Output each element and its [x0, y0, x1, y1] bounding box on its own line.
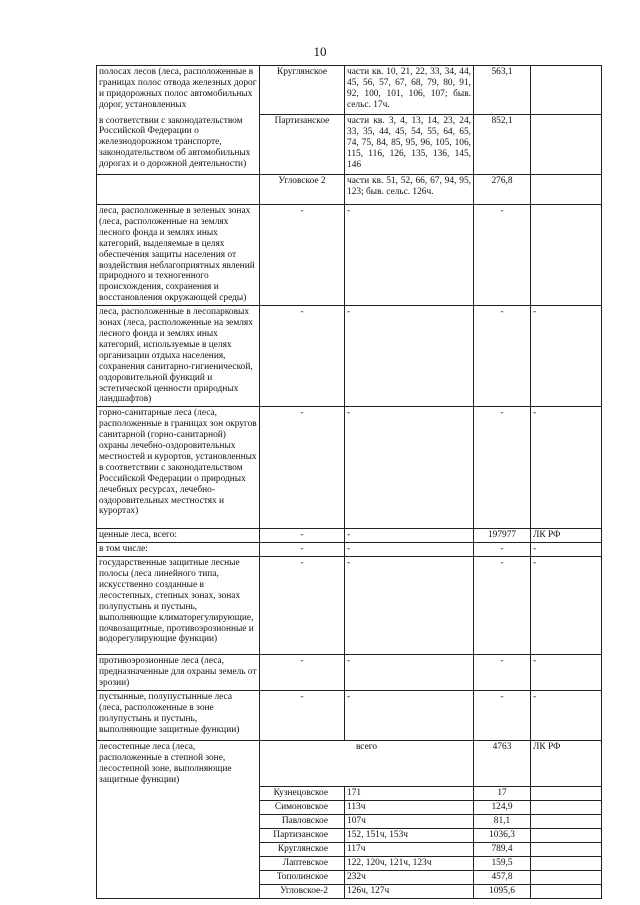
page-number: 10	[313, 44, 327, 59]
table-row	[97, 801, 602, 815]
basis-cell: -	[531, 691, 602, 741]
table-row	[97, 543, 602, 557]
area-cell: 1095,6	[474, 884, 531, 898]
forestry-cell: Лаптевское	[260, 856, 345, 870]
table-row	[97, 815, 602, 829]
quarters-cell: -	[345, 543, 474, 557]
table-row	[97, 306, 602, 407]
area-cell: -	[474, 655, 531, 691]
area-cell: -	[474, 407, 531, 529]
category-cell: пустынные, полупустынные леса (леса, расположенные в зоне полупустынь и пустынь, выполняющие защитные функции)	[97, 691, 260, 741]
area-cell: 276,8	[474, 175, 531, 205]
area-cell: -	[474, 306, 531, 407]
forestry-cell: -	[260, 306, 345, 407]
area-cell: 1036,3	[474, 828, 531, 842]
forestry-cell: Угловское 2	[260, 175, 345, 205]
table-row	[97, 856, 602, 870]
quarters-cell: 113ч	[345, 801, 474, 815]
table-row	[97, 115, 602, 175]
category-cell: противоэрозионные леса (леса, предназначенные для охраны земель от эрозии)	[97, 655, 260, 691]
table-row	[97, 175, 602, 205]
steppe-category-cell: лесостепные леса (леса, расположенные в степной зоне, лесостепной зоне, выполняющие защитные функции)	[97, 741, 260, 787]
area-cell: -	[474, 557, 531, 655]
quarters-cell: -	[345, 529, 474, 543]
table-row	[97, 870, 602, 884]
category-cell: в том числе:	[97, 543, 260, 557]
forestry-cell: Партизанское	[260, 828, 345, 842]
forestry-cell: -	[260, 543, 345, 557]
quarters-cell: -	[345, 655, 474, 691]
area-cell: 81,1	[474, 815, 531, 829]
category-cell: государственные защитные лесные полосы (леса линейного типа, искусственно созданные в лесостепных, степных зонах, зонах полупустынь и пустынь, выполняющие климаторегулирующие, почвозащитные, противоэрозионные и водорегулирующие функции)	[97, 557, 260, 655]
table-row	[97, 884, 602, 898]
table-row	[97, 66, 602, 115]
table-row	[97, 842, 602, 856]
forestry-cell: Тополинское	[260, 870, 345, 884]
steppe-total-label: всего	[260, 741, 474, 787]
category-cell: ценные леса, всего:	[97, 529, 260, 543]
quarters-cell: 126ч, 127ч	[345, 884, 474, 898]
quarters-cell: 122, 120ч, 121ч, 123ч	[345, 856, 474, 870]
quarters-cell: части кв. 3, 4, 13, 14, 23, 24, 33, 35, 44, 45, 54, 55, 64, 65, 74, 75, 84, 85, 95, 96, 105, 106, 115, 116, 126, 135, 136, 145, 146	[345, 115, 474, 175]
forestry-cell: Партизанское	[260, 115, 345, 175]
table-row	[97, 529, 602, 543]
forestry-cell: Круглянское	[260, 66, 345, 115]
forestry-cell: -	[260, 205, 345, 306]
quarters-cell: -	[345, 306, 474, 407]
basis-cell	[531, 115, 602, 175]
quarters-cell: части кв. 10, 21, 22, 33, 34, 44, 45, 56, 57, 67, 68, 79, 80, 91, 92, 100, 101, 106, 107; быв. сельс. 17ч.	[345, 66, 474, 115]
basis-cell: -	[531, 557, 602, 655]
basis-cell	[531, 66, 602, 115]
area-cell: -	[474, 691, 531, 741]
basis-cell: -	[531, 543, 602, 557]
basis-cell: -	[531, 306, 602, 407]
forestry-cell: -	[260, 529, 345, 543]
category-cell: горно-санитарные леса (леса, расположенные в границах зон округов санитарной (горно-санитарной) охраны лечебно-оздоровительных местностей и курортов, установленных в соответствии с законодательством Российской Федерации о природных лечебных ресурсах, лечебно-оздоровительных местностях и курортах)	[97, 407, 260, 529]
area-cell: 457,8	[474, 870, 531, 884]
forestry-cell: -	[260, 407, 345, 529]
quarters-cell: -	[345, 407, 474, 529]
quarters-cell: 117ч	[345, 842, 474, 856]
forestry-cell: Симоновское	[260, 801, 345, 815]
basis-cell: ЛК РФ	[531, 529, 602, 543]
category-cell: в соответствии с законодательством Российской Федерации о железнодорожном транспорте, законодательством об автомобильных дорогах и о дорожной деятельности)	[97, 115, 260, 175]
area-cell: 124,9	[474, 801, 531, 815]
quarters-cell: -	[345, 557, 474, 655]
area-cell: -	[474, 543, 531, 557]
steppe-basis: ЛК РФ	[531, 741, 602, 787]
protective-forests-table	[96, 65, 602, 899]
table-row	[97, 787, 602, 801]
quarters-cell: 152, 151ч, 153ч	[345, 828, 474, 842]
quarters-cell: части кв. 51, 52, 66, 67, 94, 95, 123; быв. сельс. 126ч.	[345, 175, 474, 205]
category-cell	[97, 175, 260, 205]
area-cell: 17	[474, 787, 531, 801]
forestry-cell: -	[260, 557, 345, 655]
quarters-cell: 107ч	[345, 815, 474, 829]
table-row	[97, 407, 602, 529]
steppe-total-area: 4763	[474, 741, 531, 787]
table-row	[97, 205, 602, 306]
quarters-cell: 171	[345, 787, 474, 801]
table-row	[97, 691, 602, 741]
basis-cell: -	[531, 655, 602, 691]
table-row	[97, 655, 602, 691]
category-cell: леса, расположенные в зеленых зонах (леса, расположенные на землях лесного фонда и землях иных категорий, выделяемые в целях обеспечения защиты населения от воздействия неблагоприятных явлений природного и техногенного происхождения, сохранения и восстановления окружающей среды)	[97, 205, 260, 306]
quarters-cell: -	[345, 205, 474, 306]
area-cell: -	[474, 205, 531, 306]
forestry-cell: Кузнецовское	[260, 787, 345, 801]
forestry-cell: -	[260, 691, 345, 741]
forestry-cell: Павловское	[260, 815, 345, 829]
category-cell: леса, расположенные в лесопарковых зонах (леса, расположенные на землях лесного фонда и землях иных категорий, используемые в целях организации отдыха населения, сохранения санитарно-гигиенической, оздоровительной функций и эстетической ценности природных ландшафтов)	[97, 306, 260, 407]
area-cell: 789,4	[474, 842, 531, 856]
quarters-cell: 232ч	[345, 870, 474, 884]
forestry-cell: Круглянское	[260, 842, 345, 856]
forestry-cell: -	[260, 655, 345, 691]
area-cell: 197977	[474, 529, 531, 543]
forestry-cell: Угловское-2	[260, 884, 345, 898]
area-cell: 852,1	[474, 115, 531, 175]
basis-cell	[531, 205, 602, 306]
table-row	[97, 741, 602, 787]
area-cell: 159,5	[474, 856, 531, 870]
basis-cell: -	[531, 407, 602, 529]
basis-cell	[531, 175, 602, 205]
table-row	[97, 828, 602, 842]
area-cell: 563,1	[474, 66, 531, 115]
category-cell: полосах лесов (леса, расположенные в границах полос отвода железных дорог и придорожных полос автомобильных дорог, установленных	[97, 66, 260, 115]
quarters-cell: -	[345, 691, 474, 741]
table-row	[97, 557, 602, 655]
